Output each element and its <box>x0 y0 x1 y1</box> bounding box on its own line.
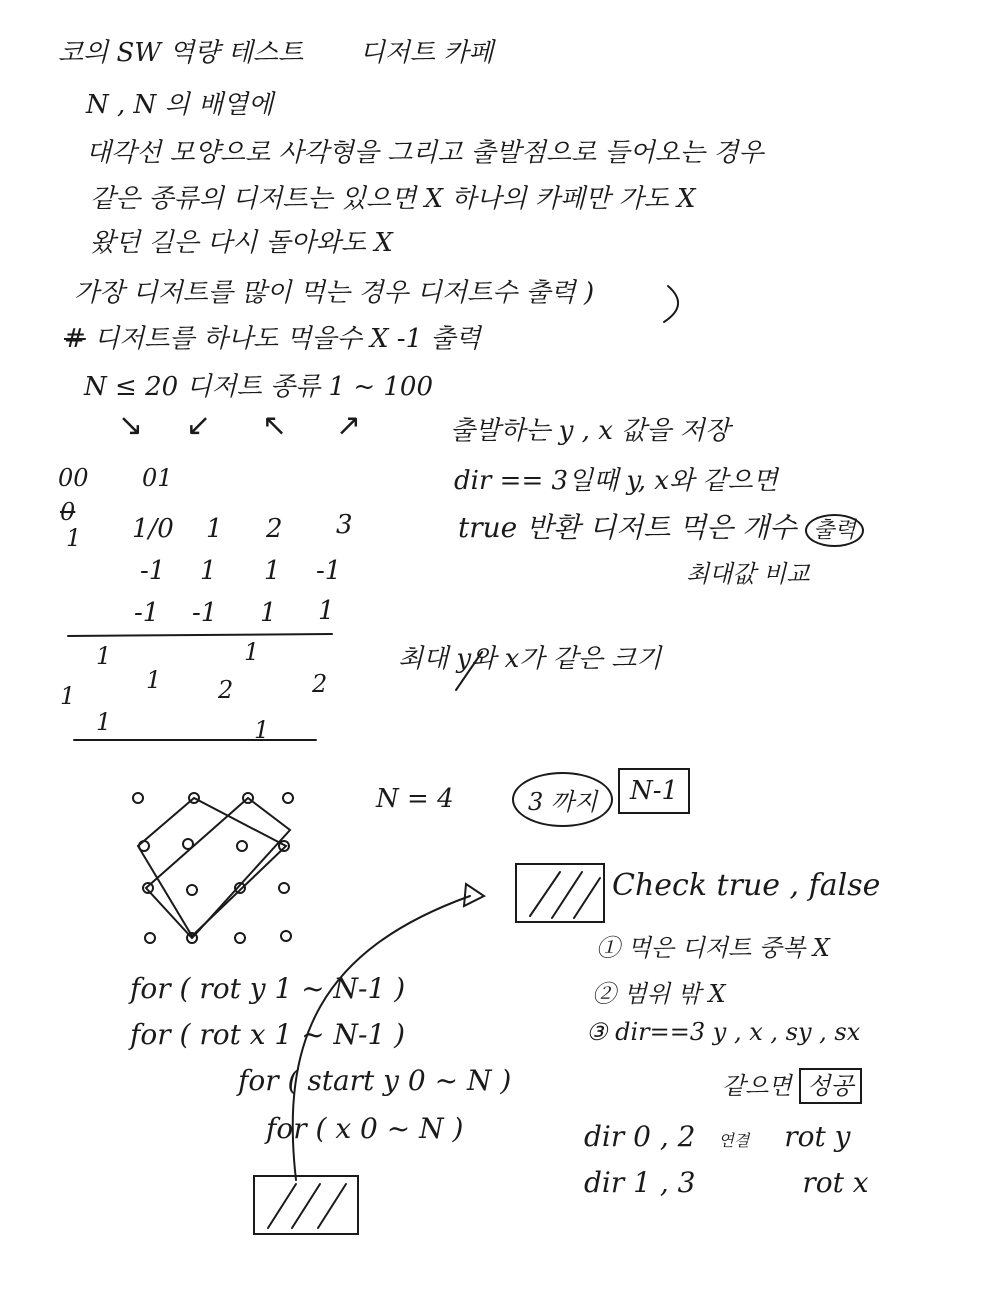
grid-dot <box>235 933 245 943</box>
note-line-6-text: 디저트를 하나도 먹을수 X -1 출력 <box>94 324 481 354</box>
table-divider-top <box>68 634 332 636</box>
table-top-01: 01 <box>142 464 173 492</box>
table-dy-1: 1 <box>200 556 217 586</box>
loop-4: for ( x 0 ~ N ) <box>266 1112 464 1145</box>
grid-r2-d: 2 <box>312 670 328 698</box>
max-slash <box>456 652 482 690</box>
arrow-head <box>464 884 484 906</box>
table-dy-2: 1 <box>264 556 281 586</box>
grid-r3-a: 1 <box>96 708 112 736</box>
curved-arrow <box>293 896 470 1180</box>
paren-stroke <box>664 286 678 322</box>
dir-note-2-var: rot x <box>802 1166 869 1199</box>
grid-r1-a: 1 <box>96 642 112 670</box>
table-row-label-1: 1 <box>66 524 82 552</box>
table-header-1: 1 <box>206 514 223 544</box>
table-dy-0: -1 <box>140 556 166 586</box>
loop-1: for ( rot y 1 ~ N-1 ) <box>130 972 406 1005</box>
table-dx-2: 1 <box>260 598 277 628</box>
output-circled: 출력 <box>805 514 864 547</box>
dot-grid <box>133 793 293 943</box>
grid-dot <box>145 933 155 943</box>
note-line-7: N ≤ 20 디저트 종류 1 ~ 100 <box>84 372 434 402</box>
dir-check-note: dir == 3일때 y, x와 같으면 <box>454 466 778 496</box>
hatch-line <box>268 1184 296 1228</box>
dir-note-1-detail: 연결 <box>718 1131 750 1150</box>
loop-3: for ( start y 0 ~ N ) <box>238 1064 512 1097</box>
grid-dot <box>283 793 293 803</box>
table-header-3: 3 <box>336 510 353 540</box>
dir-note-2-label: dir 1 , 3 <box>584 1166 696 1199</box>
dir-note-1-var: rot y <box>784 1120 851 1153</box>
title-part1: 코의 SW 역량 테스트 <box>58 38 304 68</box>
hatch-line <box>292 1184 320 1228</box>
arrow-down-left-icon: ↙ <box>186 408 212 443</box>
grid-r2-b: 1 <box>146 666 162 694</box>
note-line-1: N , N 의 배열에 <box>86 90 274 120</box>
true-return-text: true 반환 디저트 먹은 개수 <box>458 511 797 544</box>
table-dx-3: 1 <box>318 596 335 626</box>
note-line-4: 왔던 길은 다시 돌아와도 X <box>90 228 393 258</box>
check-item-3: ③ dir==3 y , x , sy , sx <box>586 1018 861 1046</box>
hatch-line <box>574 878 600 918</box>
loop-2: for ( rot x 1 ~ N-1 ) <box>130 1018 406 1051</box>
grid-r1-b: 1 <box>244 638 260 666</box>
table-top-00: 00 <box>58 464 89 492</box>
table-header-2: 2 <box>266 514 283 544</box>
max-note: 최대 y와 x가 같은 크기 <box>398 644 662 674</box>
grid-r3-b: 1 <box>254 716 270 744</box>
hatch-line <box>318 1184 346 1228</box>
note-line-6: # 디저트를 하나도 먹을수 X -1 출력 <box>64 324 481 354</box>
same-prefix: 같으면 <box>722 1072 792 1100</box>
grid-dot <box>133 793 143 803</box>
table-header-0: 1/0 <box>132 514 174 544</box>
diamond-path-2 <box>146 798 290 938</box>
n-equals-note: N = 4 <box>376 784 454 814</box>
circled-note: 3 까지 <box>512 772 613 827</box>
table-dx-1: -1 <box>192 598 218 628</box>
table-dx-0: -1 <box>134 598 160 628</box>
check-item-1: ① 먹은 디저트 중복 X <box>596 934 830 962</box>
check-item-2: ② 범위 밖 X <box>592 980 726 1008</box>
boxed-note: N-1 <box>618 768 690 814</box>
hatch-line <box>530 872 560 916</box>
grid-dot <box>237 841 247 851</box>
arrow-down-right-icon: ↘ <box>118 408 144 443</box>
arrow-up-right-icon: ↗ <box>336 408 362 443</box>
table-dy-3: -1 <box>316 556 342 586</box>
grid-dot <box>187 885 197 895</box>
check-label: Check true , false <box>612 868 881 903</box>
grid-dot <box>281 931 291 941</box>
note-line-2: 대각선 모양으로 사각형을 그리고 출발점으로 들어오는 경우 <box>86 138 764 168</box>
grid-dot <box>279 883 289 893</box>
table-row-label-0: 0 <box>60 498 76 526</box>
grid-r2-a: 1 <box>60 682 76 710</box>
dir-note-1-label: dir 0 , 2 <box>584 1120 696 1153</box>
max-compare-note: 최대값 비교 <box>686 560 810 588</box>
start-save-note: 출발하는 y , x 값을 저장 <box>450 416 730 446</box>
note-line-3: 같은 종류의 디저트는 있으면 X 하나의 카페만 가도 X <box>90 184 696 214</box>
grid-r2-c: 2 <box>218 676 234 704</box>
note-line-5: 가장 디저트를 많이 먹는 경우 디저트수 출력 ) <box>74 278 595 308</box>
title-part2: 디저트 카페 <box>359 38 494 68</box>
arrow-up-left-icon: ↖ <box>262 408 288 443</box>
same-boxed: 성공 <box>799 1068 861 1104</box>
